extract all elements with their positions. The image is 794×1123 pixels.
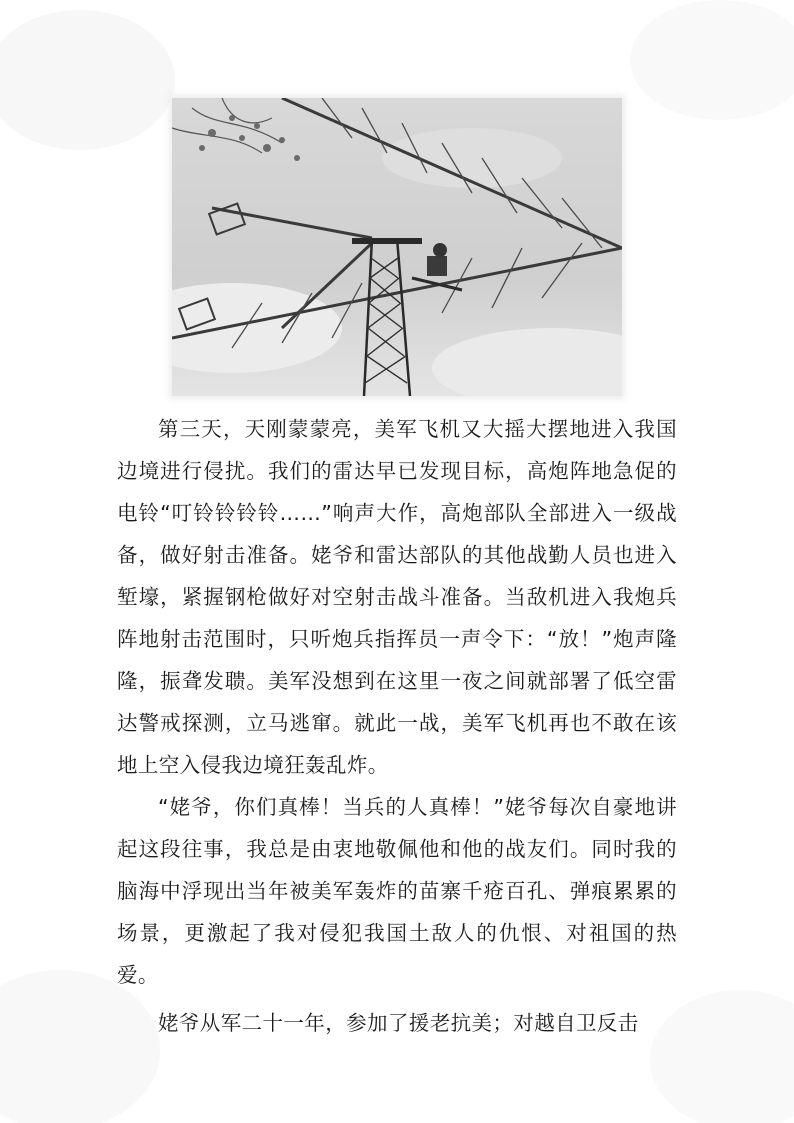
- paragraph-2: “姥爷，你们真棒！当兵的人真棒！”姥爷每次自豪地讲起这段往事，我总是由衷地敬佩他和他的战友们。同时我的脑海中浮现出当年被美军轰炸的苗寨千疮百孔、弹痕累累的场景，更激起了我对侵犯我国土敌人的仇恨、对祖国的热爱。: [117, 795, 677, 987]
- article-body: [117, 408, 677, 1044]
- radar-antenna-photo: [172, 98, 622, 396]
- paragraph-3: 姥爷从军二十一年，参加了援老抗美；对越自卫反击: [158, 1011, 639, 1035]
- paragraph-1: 第三天，天刚蒙蒙亮，美军飞机又大摇大摆地进入我国边境进行侵扰。我们的雷达早已发现目标，高炮阵地急促的电铃“叮铃铃铃铃……”响声大作，高炮部队全部进入一级战备，做好射击准备。姥爷和雷达部队的其他战勤人员也进入堑壕，紧握钢枪做好对空射击战斗准备。当敌机进入我炮兵阵地射击范围时，只听炮兵指挥员一声令下：“放！”炮声隆隆，振聋发聩。美军没想到在这里一夜之间就部署了低空雷达警戒探测，立马逃窜。就此一战，美军飞机再也不敢在该地上空入侵我边境狂轰乱炸。: [117, 417, 677, 777]
